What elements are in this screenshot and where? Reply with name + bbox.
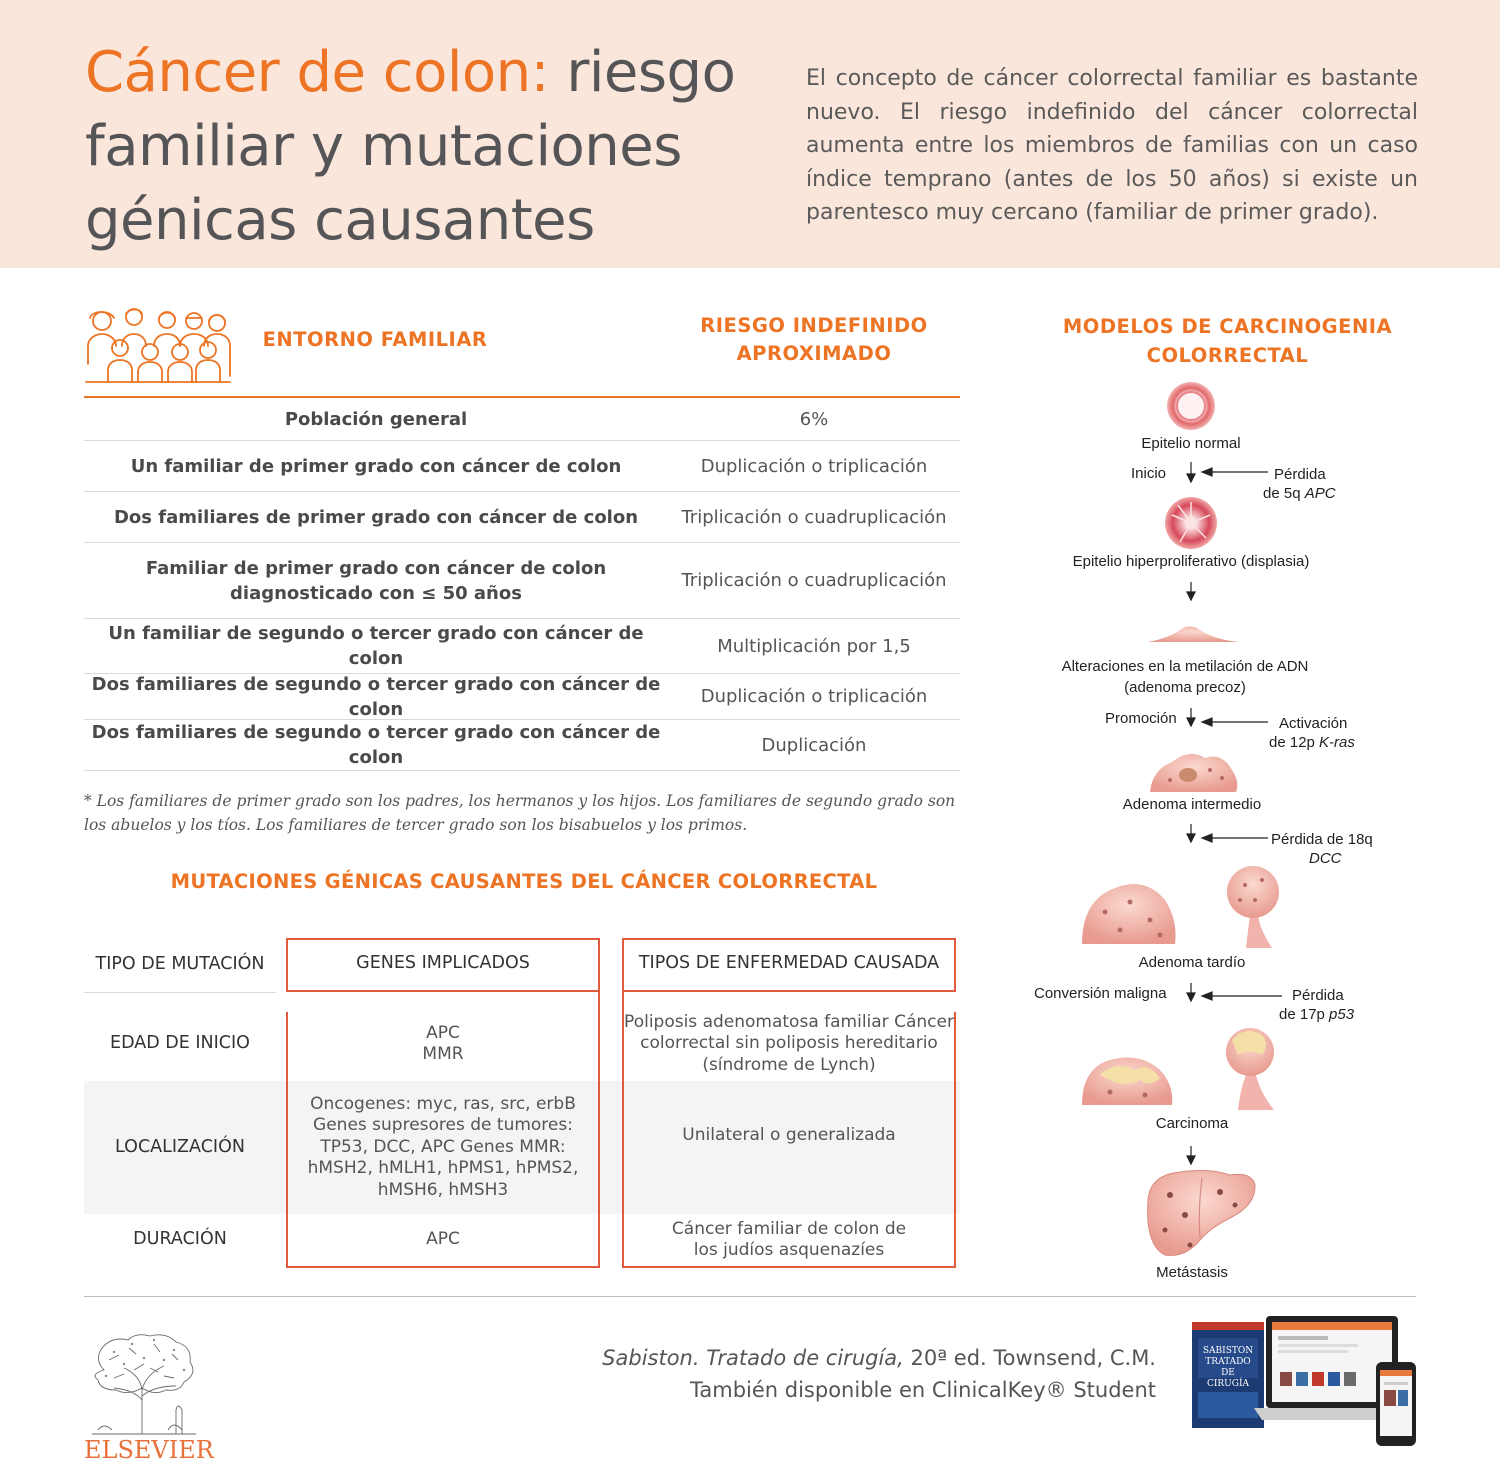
early-adenoma-icon [1148, 626, 1240, 642]
genes-cell: APC [426, 1229, 460, 1250]
book-cover-line: SABISTON [1202, 1346, 1254, 1356]
carcinogenesis-title-line2: COLORRECTAL [1146, 344, 1309, 367]
col-header-entorno: ENTORNO FAMILIAR [262, 328, 488, 351]
event-kras-line1: Activación [1279, 715, 1348, 732]
stage-intermediate-adenoma: Adenoma intermedio [1122, 796, 1262, 813]
stage-metastasis: Metástasis [1156, 1264, 1228, 1281]
source-title: Sabiston. Tratado de cirugía, [602, 1346, 904, 1370]
entorno-cell: Población general [284, 408, 468, 430]
book-cover-title [1198, 1346, 1258, 1390]
entorno-cell: Dos familiares de segundo o tercer grado con cáncer de colon [91, 673, 661, 720]
event-p53-line2 [1279, 1005, 1354, 1024]
entorno-cell: Un familiar de segundo o tercer grado con cáncer de colon [108, 623, 644, 669]
enfermedad-line: colorrectal sin poliposis hereditario [640, 1033, 938, 1054]
entorno-cell: Dos familiares de primer grado con cáncer de colon [113, 506, 639, 528]
footer-divider [84, 1296, 1416, 1297]
event-dcc-line1: Pérdida de 18q [1271, 831, 1373, 848]
enfermedad-cell: Unilateral o generalizada [682, 1125, 896, 1146]
header-enfermedad: TIPOS DE ENFERMEDAD CAUSADA [638, 953, 940, 974]
genes-line: TP53, DCC, APC Genes MMR: [320, 1136, 566, 1157]
gene-apc: APC [1304, 485, 1336, 502]
event-dcc [1271, 830, 1373, 868]
gene-p53: p53 [1329, 1006, 1355, 1023]
elsevier-tree-logo-icon [84, 1330, 204, 1436]
gene-dcc: DCC [1309, 850, 1342, 867]
source-line2: También disponible en ClinicalKey® Student [690, 1378, 1156, 1402]
genes-line: hMSH2, hMLH1, hPMS1, hPMS2, [307, 1158, 579, 1179]
stage-late-adenoma: Adenoma tardío [1138, 954, 1246, 971]
mutation-section-title: MUTACIONES GÉNICAS CAUSANTES DEL CÁNCER COLORRECTAL [170, 870, 878, 893]
stage-early-adenoma-line2: (adenoma precoz) [1124, 679, 1246, 696]
riesgo-cell: Triplicación o cuadruplicación [681, 570, 947, 591]
event-apc [1263, 465, 1336, 503]
tipo-cell: DURACIÓN [133, 1229, 227, 1250]
step-inicio: Inicio [1131, 465, 1167, 482]
event-apc-prefix: de 5q [1263, 485, 1305, 502]
riesgo-cell: Duplicación o triplicación [700, 686, 928, 707]
col-header-riesgo-line2: APROXIMADO [736, 342, 892, 365]
genes-line: APC [426, 1022, 460, 1043]
enfermedad-line: Cáncer familiar de colon de [671, 1218, 907, 1239]
entorno-cell-line2: diagnosticado con ≤ 50 años [230, 582, 522, 604]
dysplasia-icon [1165, 497, 1217, 549]
event-apc-line2 [1263, 484, 1336, 503]
step-promocion: Promoción [1105, 710, 1177, 727]
elsevier-wordmark: ELSEVIER [84, 1436, 214, 1464]
carcinoma-pedunculated-icon [1226, 1028, 1274, 1110]
stage-carcinoma: Carcinoma [1155, 1115, 1229, 1132]
gene-kras: K-ras [1319, 734, 1355, 751]
stage-early-adenoma [1035, 656, 1335, 698]
genes-line: Genes supresores de tumores: [313, 1115, 573, 1136]
tipo-cell: EDAD DE INICIO [110, 1033, 250, 1054]
riesgo-cell: Duplicación [761, 734, 867, 756]
event-p53 [1279, 986, 1354, 1024]
riesgo-cell: 6% [799, 408, 829, 430]
stage-normal: Epitelio normal [1141, 435, 1241, 452]
carcinoma-sessile-icon [1082, 1058, 1172, 1105]
event-p53-prefix: de 17p [1279, 1006, 1330, 1023]
event-kras-line2 [1269, 733, 1355, 752]
event-apc-line1: Pérdida [1274, 466, 1326, 483]
riesgo-cell: Multiplicación por 1,5 [717, 635, 911, 657]
event-dcc-line2 [1271, 849, 1373, 868]
carcinogenesis-title-line1: MODELOS DE CARCINOGENIA [1062, 315, 1393, 338]
enfermedad-line: los judíos asquenazíes [693, 1240, 885, 1260]
entorno-cell: Dos familiares de segundo o tercer grado con cáncer de colon [91, 722, 661, 768]
event-kras [1269, 714, 1355, 752]
intro-paragraph: El concepto de cáncer colorrectal familiar es bastante nuevo. El riesgo indefinido del cáncer colorrectal aumenta entre los miembros de familias con un caso índice temprano (antes de los 50 años) si existe un parentesco muy cercano (familiar de primer grado). [806, 66, 1418, 225]
enfermedad-line: (síndrome de Lynch) [702, 1054, 876, 1075]
liver-metastasis-icon [1148, 1171, 1255, 1256]
genes-line: MMR [422, 1044, 464, 1064]
riesgo-cell: Triplicación o cuadruplicación [681, 506, 947, 528]
genes-line: hMSH6, hMSH3 [377, 1179, 509, 1200]
event-kras-prefix: de 12p [1269, 734, 1320, 751]
genes-line: Oncogenes: myc, ras, src, erbB [310, 1093, 576, 1114]
title-accent: Cáncer de colon: [85, 40, 550, 105]
stage-early-adenoma-line1: Alteraciones en la metilación de ADN [1061, 658, 1309, 675]
source-citation [560, 1342, 1156, 1406]
late-adenoma-sessile-icon [1082, 884, 1176, 944]
title-rest: riesgo familiar y mutaciones génicas causantes [85, 40, 736, 253]
source-line1 [560, 1342, 1156, 1374]
header-tipo: TIPO DE MUTACIÓN [95, 954, 265, 975]
book-cover-line: TRATADO DE [1205, 1357, 1251, 1378]
enfermedad-line: Poliposis adenomatosa familiar Cáncer [624, 1011, 954, 1032]
tipo-cell: LOCALIZACIÓN [115, 1136, 245, 1157]
footnote: * Los familiares de primer grado son los padres, los hermanos y los hijos. Los familiares de segundo grado son los abuelos y los tíos. Los familiares de tercer grado son los bisabuelos y los primos. [84, 792, 956, 834]
stage-hyperproliferative: Epitelio hiperproliferativo (displasia) [1072, 553, 1310, 570]
entorno-cell: Un familiar de primer grado con cáncer de colon [130, 455, 622, 477]
intermediate-adenoma-icon [1150, 754, 1237, 792]
event-p53-line1: Pérdida [1292, 987, 1344, 1004]
late-adenoma-pedunculated-icon [1227, 866, 1279, 948]
source-edition: 20ª ed. Townsend, C.M. [903, 1346, 1156, 1370]
step-conversion: Conversión maligna [1034, 985, 1167, 1002]
col-header-riesgo-line1: RIESGO INDEFINIDO [700, 314, 928, 337]
normal-epithelium-icon [1167, 382, 1215, 430]
header-genes: GENES IMPLICADOS [356, 953, 530, 974]
book-cover-line: CIRUGÍA [1206, 1379, 1250, 1389]
riesgo-cell: Duplicación o triplicación [700, 455, 928, 477]
entorno-cell-line1: Familiar de primer grado con cáncer de colon [145, 557, 607, 579]
